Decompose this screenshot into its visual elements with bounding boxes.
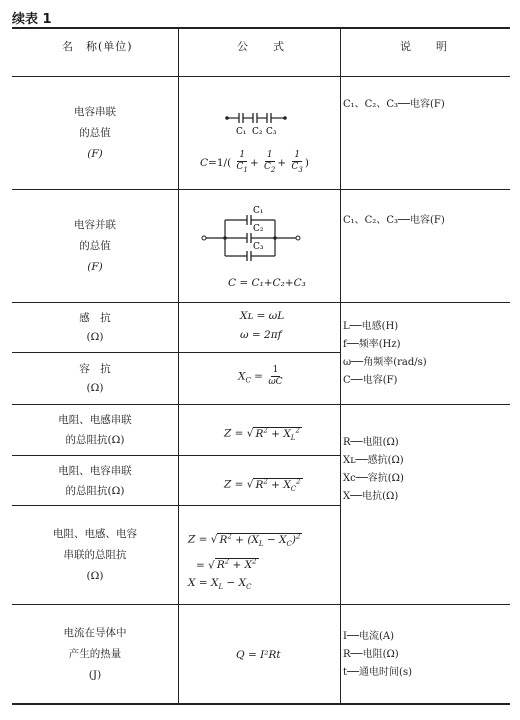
name-line: 电阻、电感串联 — [58, 414, 132, 426]
formula-inductive — [240, 307, 284, 345]
column-rule — [178, 28, 179, 704]
desc-cell — [343, 434, 404, 506]
desc-line: Xʟ──感抗(Ω) — [343, 455, 404, 466]
formula-line: Xʟ = ωL — [240, 310, 285, 322]
parallel-label: C₁ — [253, 206, 264, 216]
name-line: 电阻、电感、电容 — [53, 527, 137, 540]
desc-line: I──电流(A) — [343, 631, 395, 642]
name-line: (F) — [87, 260, 103, 273]
desc-line: f──频率(Hz) — [343, 339, 401, 350]
name-cell — [12, 353, 178, 404]
name-line: 的总阻抗(Ω) — [65, 484, 125, 497]
series-capacitor-diagram — [225, 110, 295, 138]
name-line: 感 抗 — [79, 311, 111, 324]
formula-parallel: C = C₁+C₂+C₃ — [228, 277, 306, 289]
formula-series: C=1/( $\frac{1}{C_1}$ + $\frac{1}{C_2}$ + $\frac{1}{C_3}$ ) — [200, 150, 309, 174]
name-line: 的总阻抗(Ω) — [65, 434, 125, 446]
formula-capacitive: $X_C$ = $\frac{1}{\omega C}$ — [238, 365, 283, 387]
desc-line: ω──角频率(rad/s) — [343, 357, 427, 368]
parallel-capacitor-diagram — [200, 206, 310, 262]
name-line: 产生的热量 — [68, 647, 122, 660]
formula-line: = √ $R^2 + X^2$ — [196, 557, 257, 572]
header-name: 名 称(单位) — [62, 40, 133, 53]
name-line: 电容并联 — [74, 218, 116, 231]
name-line: (F) — [87, 147, 103, 160]
name-line: 电容串联 — [74, 105, 116, 118]
desc-cell — [343, 318, 427, 390]
header-formula: 公 式 — [237, 40, 285, 53]
formula-line: Z = √ $R^2 + (X_L - X_C)^2$ — [188, 532, 301, 548]
name-line: 电流在导体中 — [63, 626, 127, 639]
series-label: C₃ — [266, 127, 277, 137]
name-cell — [12, 190, 178, 302]
name-line: (J) — [88, 668, 102, 681]
desc-cell — [343, 96, 445, 114]
name-line: 串联的总阻抗 — [63, 548, 127, 561]
name-line: (Ω) — [86, 330, 104, 343]
name-line: 容 抗 — [79, 362, 111, 375]
desc-cell — [343, 628, 412, 682]
name-cell — [12, 77, 178, 189]
desc-line: t──通电时间(s) — [343, 667, 412, 678]
formula-line: $X = X_L - X_C$ — [188, 577, 252, 592]
table-bottom-rule — [12, 703, 510, 705]
header-desc: 说 明 — [400, 40, 448, 53]
name-cell — [12, 605, 178, 703]
name-cell — [12, 405, 178, 455]
name-cell — [12, 506, 178, 604]
formula-rc: Z = √ $R^2 + X_C^2$ — [224, 477, 301, 493]
desc-line: L──电感(H) — [343, 321, 399, 332]
parallel-label: C₃ — [253, 242, 264, 252]
table-top-rule — [12, 27, 510, 29]
desc-cell — [343, 212, 445, 230]
series-label: C₁ — [236, 127, 247, 137]
desc-line: C₁、C₂、C₃──电容(F) — [343, 215, 445, 226]
name-line: 的总值 — [79, 126, 111, 139]
desc-line: C──电容(F) — [343, 375, 398, 386]
desc-line: Xc──容抗(Ω) — [343, 473, 404, 484]
name-line: 的总值 — [79, 239, 111, 252]
column-rule — [340, 28, 341, 704]
desc-line: C₁、C₂、C₃──电容(F) — [343, 99, 445, 110]
parallel-label: C₂ — [253, 224, 264, 234]
formula-rlc — [188, 527, 302, 596]
desc-line: R──电阻(Ω) — [343, 437, 399, 448]
formula-rl: Z = √ $R^2 + X_L^2$ — [224, 426, 300, 442]
table-caption: 续表 1 — [12, 12, 52, 27]
series-label: C₂ — [252, 127, 263, 137]
name-cell — [12, 303, 178, 352]
formula-line: ω = 2πf — [240, 329, 282, 341]
desc-line: R──电阻(Ω) — [343, 649, 399, 660]
formula-heat: Q = I²Rt — [236, 649, 281, 661]
name-line: 电阻、电容串联 — [58, 464, 132, 477]
desc-line: X──电抗(Ω) — [343, 491, 399, 502]
name-cell — [12, 456, 178, 505]
name-line: (Ω) — [86, 569, 104, 582]
name-line: (Ω) — [86, 381, 104, 394]
